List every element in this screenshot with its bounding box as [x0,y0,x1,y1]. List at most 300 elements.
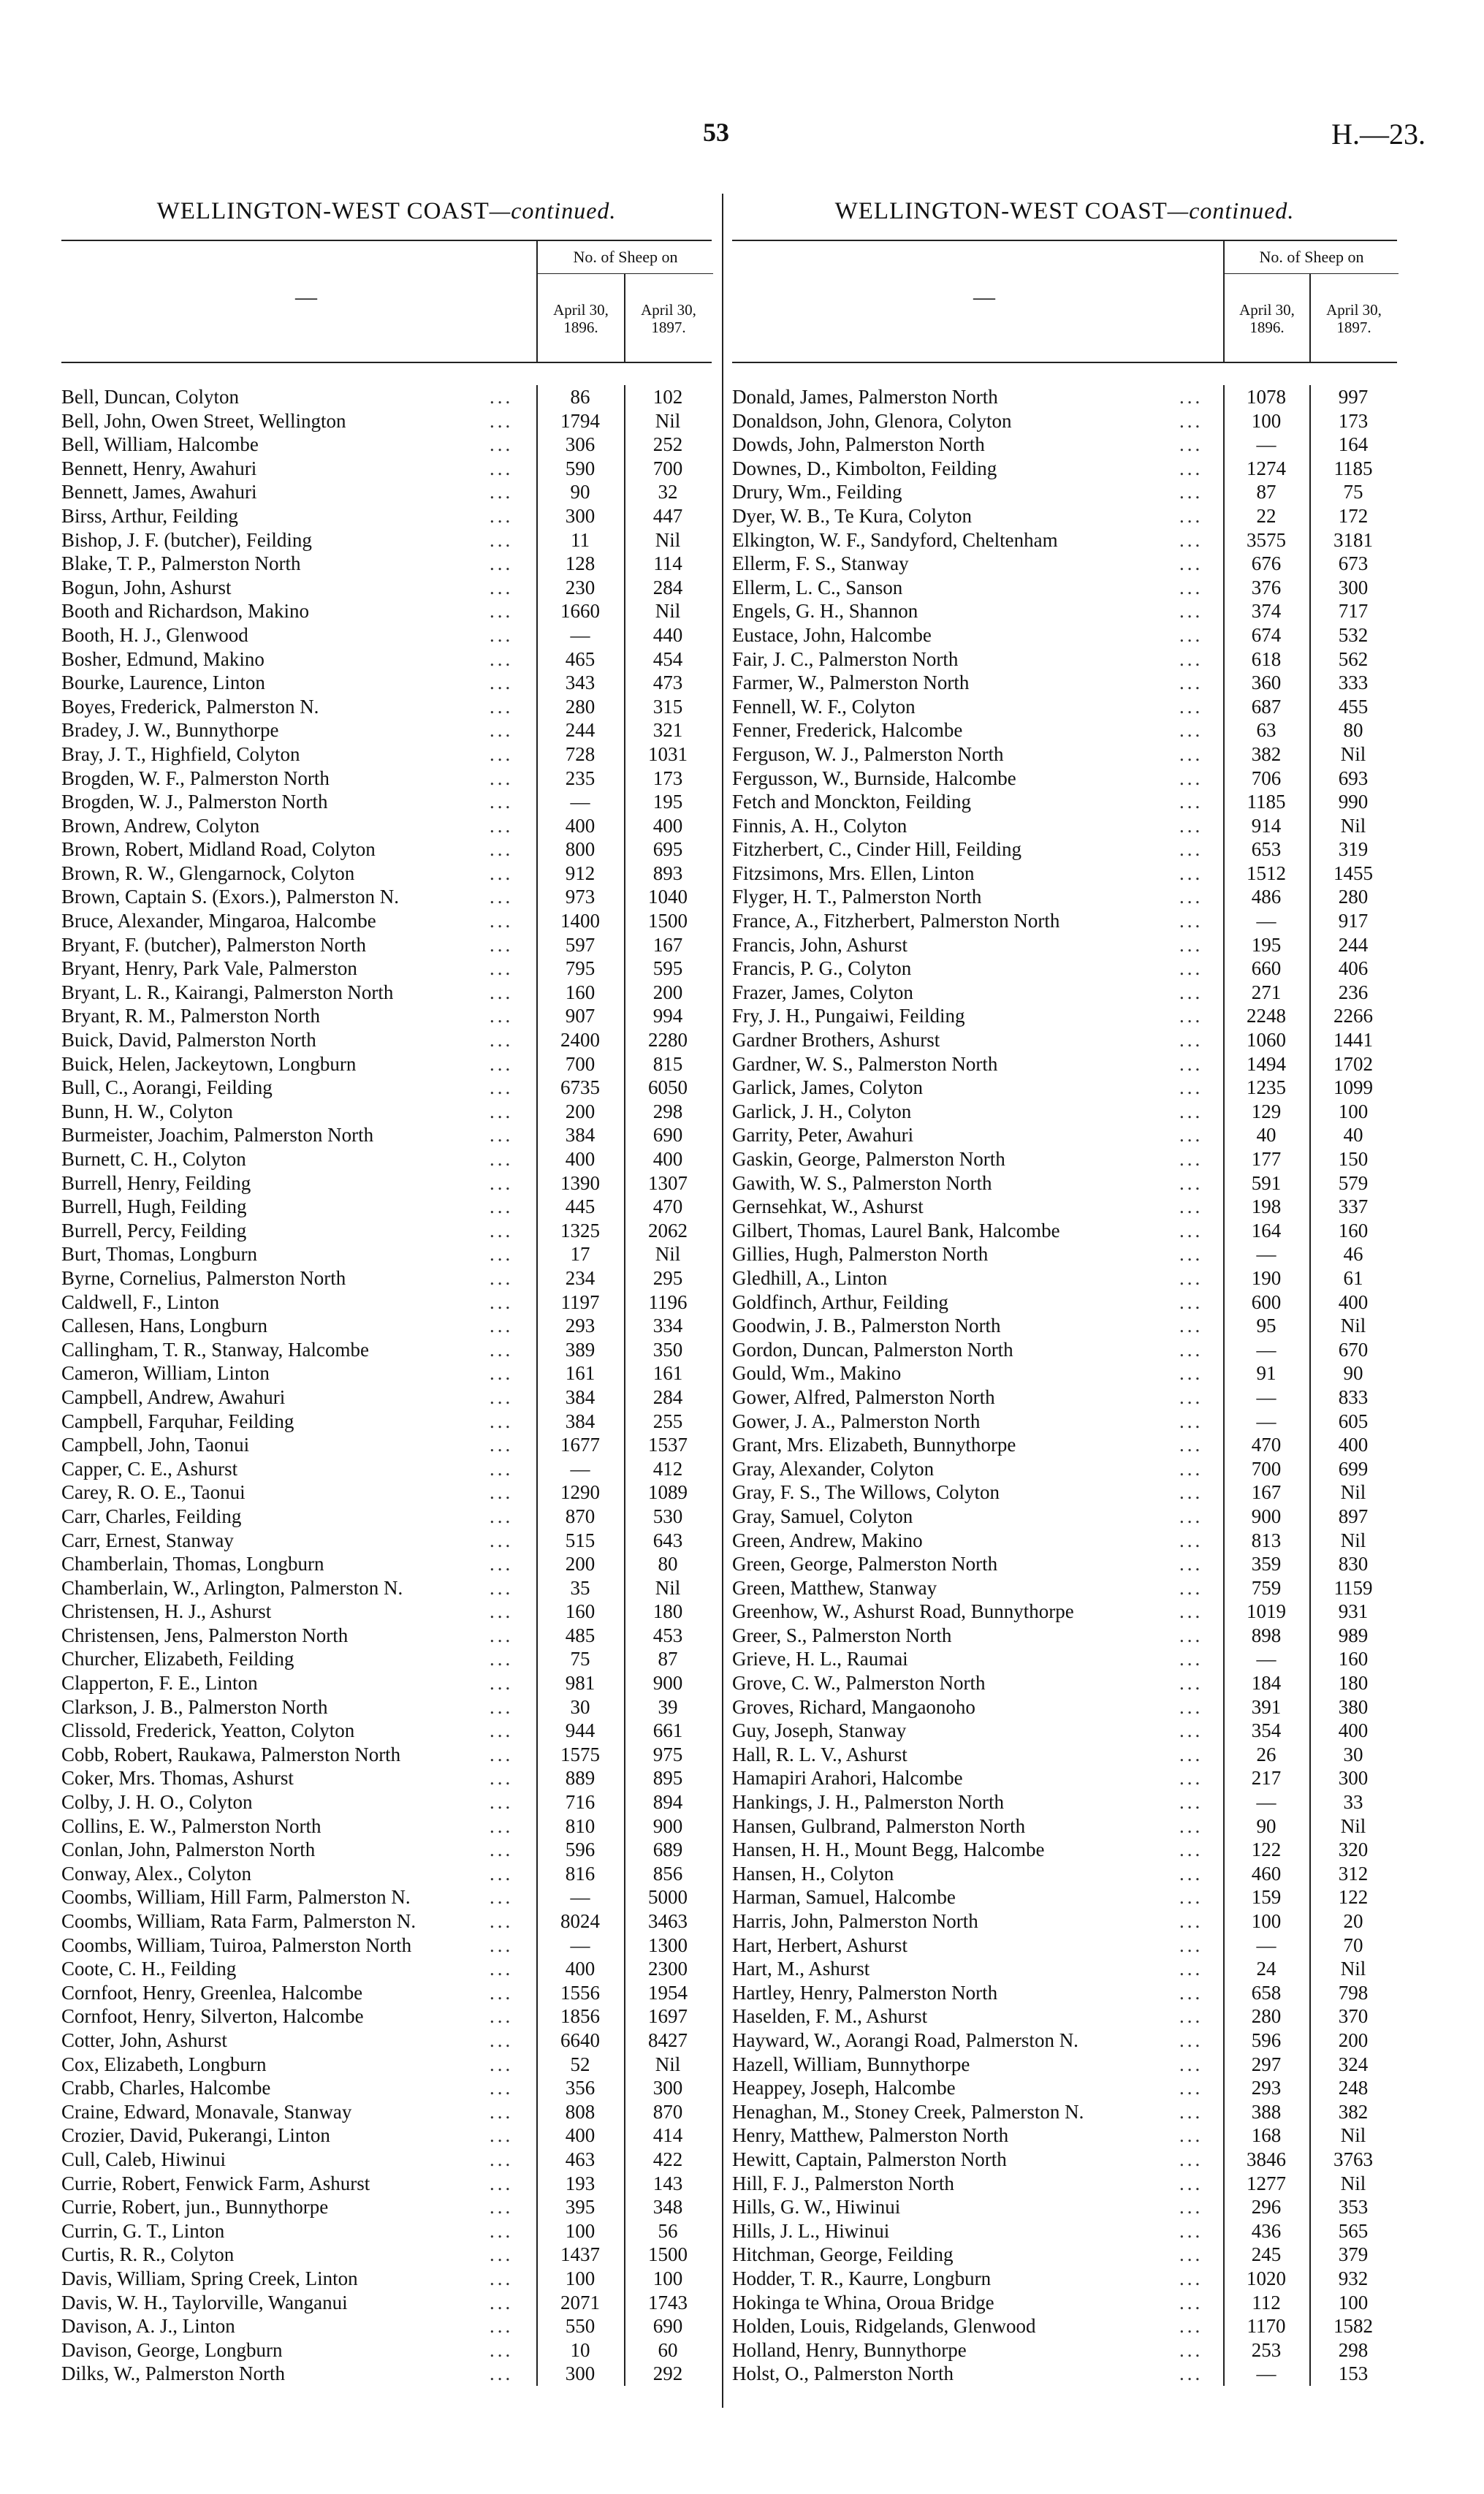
owner-name: Bradey, J. W., Bunnythorpe [61,719,279,742]
table-row [61,1885,712,1909]
table-row [61,2148,712,2172]
sheep-1897: 454 [652,647,683,670]
owner-name: Burrell, Hugh, Feilding [61,1195,247,1218]
left-table-header [61,240,712,363]
table-row [732,695,1397,719]
leader-dots: ... [490,1266,514,1289]
sheep-1897: 284 [652,576,683,598]
sheep-1897: 172 [1338,504,1369,527]
leader-dots: ... [490,647,514,670]
table-row [61,1624,712,1648]
leader-dots: ... [490,1862,514,1885]
owner-name: Churcher, Elizabeth, Feilding [61,1648,294,1670]
owner-name: Garlick, James, Colyton [732,1076,923,1099]
leader-dots: ... [490,1148,514,1170]
sheep-1897: 56 [658,2219,678,2242]
leader-dots: ... [490,1029,514,1052]
sheep-1896: 100 [1251,409,1282,432]
leader-dots: ... [1179,2100,1203,2123]
table-row [61,2172,712,2196]
sheep-1897: 1300 [648,1934,688,1956]
owner-name: Engels, G. H., Shannon [732,600,918,623]
sheep-1897: 897 [1338,1505,1369,1527]
leader-dots: ... [1179,1410,1203,1432]
leader-dots: ... [490,1243,514,1266]
table-row [61,1242,712,1266]
leader-dots: ... [490,528,514,551]
table-row [61,2004,712,2029]
sheep-1897: 400 [1338,1434,1369,1456]
sheep-1897: 75 [1343,481,1363,503]
table-row [732,623,1397,647]
sheep-1896: 280 [565,695,595,718]
sheep-1896: 900 [1251,1505,1282,1527]
leader-dots: ... [1179,1100,1203,1122]
leader-dots: ... [490,1338,514,1361]
owner-name: Ferguson, W. J., Palmerston North [732,742,1004,765]
sheep-1896: 297 [1251,2053,1282,2075]
sheep-1896: 674 [1251,623,1282,646]
owner-name: Buick, Helen, Jackeytown, Longburn [61,1052,357,1075]
leader-dots: ... [490,2315,514,2338]
right-table-body [732,385,1397,2386]
sheep-1896: 384 [565,1410,595,1432]
right-title-suffix: —continued. [1167,197,1295,224]
sheep-1896: 359 [1251,1553,1282,1575]
sheep-1896: 293 [1251,2077,1282,2099]
leader-dots: ... [1179,386,1203,408]
sheep-1897: 975 [652,1743,683,1765]
sheep-1896: 300 [565,2362,595,2385]
owner-name: Clissold, Frederick, Yeatton, Colyton [61,1719,355,1742]
leader-dots: ... [490,1648,514,1670]
table-row [732,1123,1397,1147]
sheep-1896: 177 [1251,1148,1282,1170]
table-row [732,2314,1397,2338]
sheep-1896: — [1256,1410,1276,1432]
leader-dots: ... [1179,2005,1203,2028]
sheep-1896: 35 [570,1576,590,1599]
owner-name: Bryant, L. R., Kairangi, Palmerston North [61,981,394,1003]
leader-dots: ... [1179,552,1203,575]
left-header-year1: April 30, 1896. [536,273,624,362]
left-header-year2: April 30, 1897. [624,273,712,362]
leader-dots: ... [1179,1195,1203,1218]
table-row [732,1647,1397,1671]
leader-dots: ... [1179,1052,1203,1075]
sheep-1897: 200 [1338,2029,1369,2051]
owner-name: Clarkson, J. B., Palmerston North [61,1695,328,1718]
sheep-1897: Nil [655,600,681,623]
sheep-1896: 1274 [1247,457,1286,479]
owner-name: Christensen, H. J., Ashurst [61,1600,272,1623]
sheep-1896: 128 [565,552,595,575]
sheep-1896: 944 [565,1719,595,1742]
sheep-1896: 728 [565,742,595,765]
sheep-1897: 693 [1338,767,1369,789]
sheep-1897: 160 [1338,1219,1369,1242]
table-row [732,1266,1397,1290]
sheep-1897: 830 [1338,1553,1369,1575]
owner-name: Holst, O., Palmerston North [732,2362,954,2385]
right-table-header [732,240,1397,363]
right-header-year1: April 30, 1896. [1223,273,1309,362]
right-header-year2: April 30, 1897. [1309,273,1397,362]
sheep-1896: — [570,1886,590,1909]
sheep-1896: 168 [1251,2124,1282,2147]
sheep-1897: 1099 [1333,1076,1373,1099]
leader-dots: ... [1179,1005,1203,1027]
owner-name: Gernsehkat, W., Ashurst [732,1195,924,1218]
table-row [732,2219,1397,2243]
table-row [61,695,712,719]
owner-name: Fitzsimons, Mrs. Ellen, Linton [732,862,975,884]
table-row [732,2291,1397,2315]
owner-name: Harman, Samuel, Halcombe [732,1886,956,1909]
table-row [732,1076,1397,1100]
table-row [732,1862,1397,1886]
sheep-1897: 70 [1343,1934,1363,1956]
sheep-1897: 300 [1338,576,1369,598]
sheep-1897: 3181 [1333,528,1373,551]
leader-dots: ... [1179,910,1203,932]
sheep-1896: 1390 [560,1171,600,1194]
sheep-1897: 815 [652,1052,683,1075]
sheep-1897: 5000 [648,1886,688,1909]
table-row [732,1505,1397,1529]
sheep-1896: 90 [570,481,590,503]
sheep-1896: 391 [1251,1695,1282,1718]
owner-name: Bell, John, Owen Street, Wellington [61,409,346,432]
owner-name: Conway, Alex., Colyton [61,1862,251,1885]
sheep-1897: 798 [1338,1981,1369,2004]
sheep-1897: 833 [1338,1385,1369,1408]
owner-name: Clapperton, F. E., Linton [61,1672,258,1695]
sheep-1896: 17 [570,1243,590,1266]
table-row [732,1147,1397,1171]
sheep-1896: 660 [1251,957,1282,980]
table-row [61,433,712,457]
owner-name: Francis, P. G., Colyton [732,957,912,980]
owner-name: Hansen, H., Colyton [732,1862,894,1885]
table-row [732,1242,1397,1266]
owner-name: Brogden, W. F., Palmerston North [61,767,330,789]
sheep-1896: 354 [1251,1719,1282,1742]
sheep-1897: 164 [1338,433,1369,456]
owner-name: Burt, Thomas, Longburn [61,1243,257,1266]
sheep-1897: 661 [652,1719,683,1742]
leader-dots: ... [490,1719,514,1742]
owner-name: Currie, Robert, Fenwick Farm, Ashurst [61,2172,370,2194]
leader-dots: ... [490,1005,514,1027]
leader-dots: ... [1179,886,1203,908]
leader-dots: ... [1179,1767,1203,1790]
owner-name: Frazer, James, Colyton [732,981,913,1003]
owner-name: Grant, Mrs. Elizabeth, Bunnythorpe [732,1434,1016,1456]
sheep-1897: 337 [1338,1195,1369,1218]
leader-dots: ... [1179,2029,1203,2051]
owner-name: Cull, Caleb, Hiwinui [61,2148,226,2170]
table-row [61,1719,712,1743]
owner-name: Bennett, Henry, Awahuri [61,457,257,479]
sheep-1897: 699 [1338,1457,1369,1480]
sheep-1896: — [1256,1338,1276,1361]
owner-name: Fergusson, W., Burnside, Halcombe [732,767,1016,789]
leader-dots: ... [1179,1719,1203,1742]
sheep-1897: 200 [652,981,683,1003]
sheep-1897: 33 [1343,1791,1363,1814]
table-row [732,909,1397,933]
table-row [732,1743,1397,1767]
sheep-1896: 465 [565,647,595,670]
leader-dots: ... [1179,623,1203,646]
owner-name: Callingham, T. R., Stanway, Halcombe [61,1338,369,1361]
sheep-1896: 1020 [1247,2267,1286,2289]
owner-name: Gawith, W. S., Palmerston North [732,1171,992,1194]
leader-dots: ... [1179,1958,1203,1980]
owner-name: Greer, S., Palmerston North [732,1624,952,1646]
leader-dots: ... [490,1195,514,1218]
leader-dots: ... [490,2172,514,2194]
owner-name: Fry, J. H., Pungaiwi, Feilding [732,1005,965,1027]
leader-dots: ... [1179,1385,1203,1408]
leader-dots: ... [1179,1862,1203,1885]
sheep-1896: 870 [565,1505,595,1527]
owner-name: Brown, Captain S. (Exors.), Palmerston N. [61,886,399,908]
owner-name: Currin, G. T., Linton [61,2219,225,2242]
owner-name: Conlan, John, Palmerston North [61,1839,316,1861]
sheep-1896: 343 [565,672,595,694]
table-row [732,957,1397,981]
sheep-1897: 100 [652,2267,683,2289]
table-row [61,1838,712,1862]
sheep-1896: 1185 [1247,791,1286,813]
owner-name: Ellerm, L. C., Sanson [732,576,903,598]
sheep-1896: — [1256,1243,1276,1266]
sheep-1897: 1455 [1333,862,1373,884]
sheep-1897: 255 [652,1410,683,1432]
leader-dots: ... [490,2124,514,2147]
table-row [61,623,712,647]
leader-dots: ... [490,1052,514,1075]
table-row [732,385,1397,409]
leader-dots: ... [1179,2315,1203,2338]
sheep-1896: 234 [565,1266,595,1289]
leader-dots: ... [490,1457,514,1480]
owner-name: Carr, Charles, Feilding [61,1505,242,1527]
table-row [732,576,1397,600]
leader-dots: ... [1179,1839,1203,1861]
table-row [61,1314,712,1338]
leader-dots: ... [490,1124,514,1147]
sheep-1896: 470 [1251,1434,1282,1456]
sheep-1897: 579 [1338,1171,1369,1194]
owner-name: Coker, Mrs. Thomas, Ashurst [61,1767,294,1790]
sheep-1897: 298 [1338,2338,1369,2361]
owner-name: Grieve, H. L., Raumai [732,1648,908,1670]
table-row [61,528,712,552]
sheep-1896: 384 [565,1385,595,1408]
owner-name: Finnis, A. H., Colyton [732,814,907,837]
leader-dots: ... [1179,695,1203,718]
owner-name: Gardner Brothers, Ashurst [732,1029,940,1052]
leader-dots: ... [1179,2267,1203,2289]
table-row [61,1529,712,1553]
table-row [732,2100,1397,2124]
sheep-1897: 334 [652,1315,683,1337]
sheep-1897: 32 [658,481,678,503]
sheep-1897: 280 [1338,886,1369,908]
table-row [61,1457,712,1481]
sheep-1896: 6640 [560,2029,600,2051]
table-row [61,1076,712,1100]
table-row [732,2076,1397,2100]
sheep-1897: 470 [652,1195,683,1218]
sheep-1896: 159 [1251,1886,1282,1909]
table-row [732,2267,1397,2291]
table-row [732,2004,1397,2029]
sheep-1897: 695 [652,838,683,861]
table-row [732,981,1397,1005]
sheep-1897: 87 [658,1648,678,1670]
owner-name: Bell, Duncan, Colyton [61,386,239,408]
owner-name: Harris, John, Palmerston North [732,1910,978,1932]
sheep-1897: Nil [1340,1529,1366,1551]
sheep-1897: 61 [1343,1266,1363,1289]
table-row [61,1766,712,1790]
leader-dots: ... [490,2196,514,2219]
owner-name: Ellerm, F. S., Stanway [732,552,909,575]
owner-name: Davison, George, Longburn [61,2338,283,2361]
owner-name: Colby, J. H. O., Colyton [61,1791,253,1814]
owner-name: Boyes, Frederick, Palmerston N. [61,695,319,718]
sheep-1897: 900 [652,1814,683,1837]
table-row [732,2195,1397,2219]
table-row [732,1410,1397,1434]
owner-name: Brown, Robert, Midland Road, Colyton [61,838,376,861]
sheep-1897: 173 [652,767,683,789]
leader-dots: ... [490,719,514,742]
owner-name: Gledhill, A., Linton [732,1266,888,1289]
table-row [732,1981,1397,2005]
sheep-1897: 8427 [648,2029,688,2051]
owner-name: Donald, James, Palmerston North [732,386,998,408]
sheep-1897: Nil [1340,2124,1366,2147]
owner-name: Currie, Robert, jun., Bunnythorpe [61,2196,329,2219]
sheep-1897: 150 [1338,1148,1369,1170]
owner-name: Holden, Louis, Ridgelands, Glenwood [732,2315,1036,2338]
sheep-1896: 706 [1251,767,1282,789]
sheep-1896: 600 [1251,1290,1282,1313]
sheep-1897: 244 [1338,933,1369,956]
leader-dots: ... [490,552,514,575]
owner-name: Davison, A. J., Linton [61,2315,235,2338]
sheep-1897: 917 [1338,910,1369,932]
leader-dots: ... [490,672,514,694]
owner-name: Brown, R. W., Glengarnock, Colyton [61,862,355,884]
sheep-1897: Nil [655,1576,681,1599]
sheep-1897: 319 [1338,838,1369,861]
owner-name: Bell, William, Halcombe [61,433,259,456]
table-row [732,1957,1397,1981]
table-row [61,1480,712,1505]
leader-dots: ... [1179,742,1203,765]
leader-dots: ... [1179,838,1203,861]
leader-dots: ... [1179,1981,1203,2004]
owner-name: Gould, Wm., Makino [732,1362,902,1385]
leader-dots: ... [1179,576,1203,598]
page-number: 53 [703,118,729,147]
leader-dots: ... [490,2267,514,2289]
sheep-1897: 1582 [1333,2315,1373,2338]
table-row [61,1100,712,1124]
sheep-1896: 795 [565,957,595,980]
sheep-1897: 3463 [648,1910,688,1932]
page-reference: H.—23. [1331,118,1426,151]
sheep-1896: — [1256,1648,1276,1670]
table-row [61,957,712,981]
owner-name: Grove, C. W., Palmerston North [732,1672,986,1695]
sheep-1896: 800 [565,838,595,861]
sheep-1896: 597 [565,933,595,956]
sheep-1897: 90 [1343,1362,1363,1385]
sheep-1897: 2062 [648,1219,688,1242]
owner-name: Gray, F. S., The Willows, Colyton [732,1481,1000,1504]
owner-name: Hankings, J. H., Palmerston North [732,1791,1004,1814]
table-row [732,552,1397,576]
sheep-1897: 295 [652,1266,683,1289]
sheep-1897: 997 [1338,386,1369,408]
sheep-1896: 400 [565,2124,595,2147]
sheep-1896: 810 [565,1814,595,1837]
table-row [732,767,1397,791]
leader-dots: ... [490,1672,514,1695]
table-row [61,1004,712,1028]
leader-dots: ... [1179,1315,1203,1337]
owner-name: Hartley, Henry, Palmerston North [732,1981,998,2004]
owner-name: Hazell, William, Bunnythorpe [732,2053,970,2075]
sheep-1896: 1019 [1247,1600,1286,1623]
sheep-1896: 1575 [560,1743,600,1765]
leader-dots: ... [490,1553,514,1575]
sheep-1897: Nil [1340,814,1366,837]
table-row [732,790,1397,814]
leader-dots: ... [1179,433,1203,456]
table-row [732,2053,1397,2077]
sheep-1896: — [1256,910,1276,932]
sheep-1897: 102 [652,386,683,408]
sheep-1896: 24 [1256,1958,1276,1980]
sheep-1896: 618 [1251,647,1282,670]
sheep-1897: 114 [653,552,682,575]
sheep-1897: 1702 [1333,1052,1373,1075]
sheep-1897: 1441 [1333,1029,1373,1052]
table-row [61,480,712,504]
sheep-1897: 900 [652,1672,683,1695]
owner-name: Crabb, Charles, Halcombe [61,2077,271,2099]
sheep-1896: 8024 [560,1910,600,1932]
table-row [732,2029,1397,2053]
leader-dots: ... [490,409,514,432]
sheep-1897: 298 [652,1100,683,1122]
table-row [61,1385,712,1410]
owner-name: Drury, Wm., Feilding [732,481,902,503]
sheep-1896: 1290 [560,1481,600,1504]
sheep-1896: 1078 [1247,386,1286,408]
table-row [732,1934,1397,1958]
sheep-1897: 870 [652,2100,683,2123]
leader-dots: ... [490,742,514,765]
